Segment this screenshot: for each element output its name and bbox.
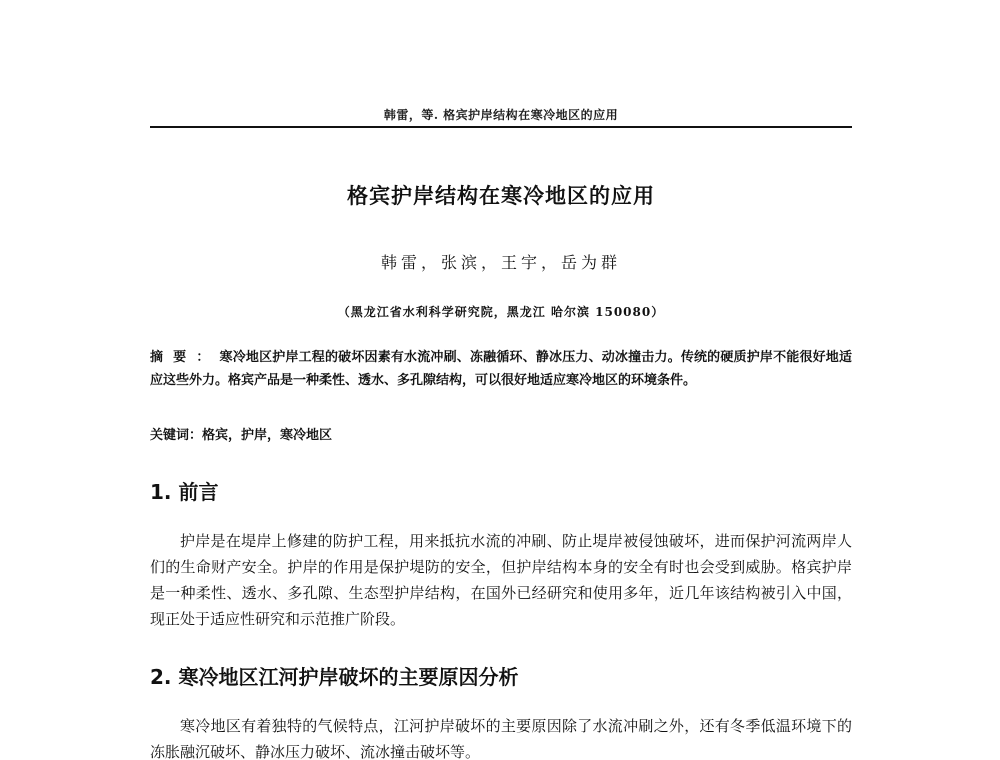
abstract: [150, 346, 852, 392]
section-heading-damage-analysis: 2. 寒冷地区江河护岸破坏的主要原因分析: [150, 665, 519, 689]
abstract-text: 寒冷地区护岸工程的破坏因素有水流冲刷、冻融循环、静冰压力、动冰撞击力。传统的硬质护岸不能很好地适应这些外力。格宾产品是一种柔性、透水、多孔隙结构，可以很好地适应寒冷地区的环境条件。: [150, 350, 852, 388]
paper-title: 格宾护岸结构在寒冷地区的应用: [347, 184, 655, 208]
section-paragraph-introduction: 护岸是在堤岸上修建的防护工程，用来抵抗水流的冲刷、防止堤岸被侵蚀破坏，进而保护河流两岸人们的生命财产安全。护岸的作用是保护堤防的安全，但护岸结构本身的安全有时也会受到威胁。格宾护岸是一种柔性、透水、多孔隙、生态型护岸结构，在国外已经研究和使用多年，近几年该结构被引入中国，现正处于适应性研究和示范推广阶段。: [150, 532, 852, 628]
section-paragraph-damage-analysis: 寒冷地区有着独特的气候特点，江河护岸破坏的主要原因除了水流冲刷之外，还有冬季低温环境下的冻胀融沉破坏、静冰压力破坏、流冰撞击破坏等。: [150, 717, 852, 760]
affiliation: （黑龙江省水利科学研究院，黑龙江 哈尔滨 150080）: [337, 305, 665, 319]
keywords-text: 格宾，护岸，寒冷地区: [202, 428, 333, 443]
running-header: 韩雷，等. 格宾护岸结构在寒冷地区的应用: [383, 108, 619, 122]
keywords-label: 关键词：: [150, 428, 203, 443]
author-list: 韩雷，张滨，王宇，岳为群: [380, 253, 621, 272]
keywords: [150, 424, 852, 443]
header-rule: [150, 126, 852, 128]
abstract-label: 摘要：: [150, 350, 220, 365]
section-heading-introduction: 1. 前言: [150, 480, 219, 504]
